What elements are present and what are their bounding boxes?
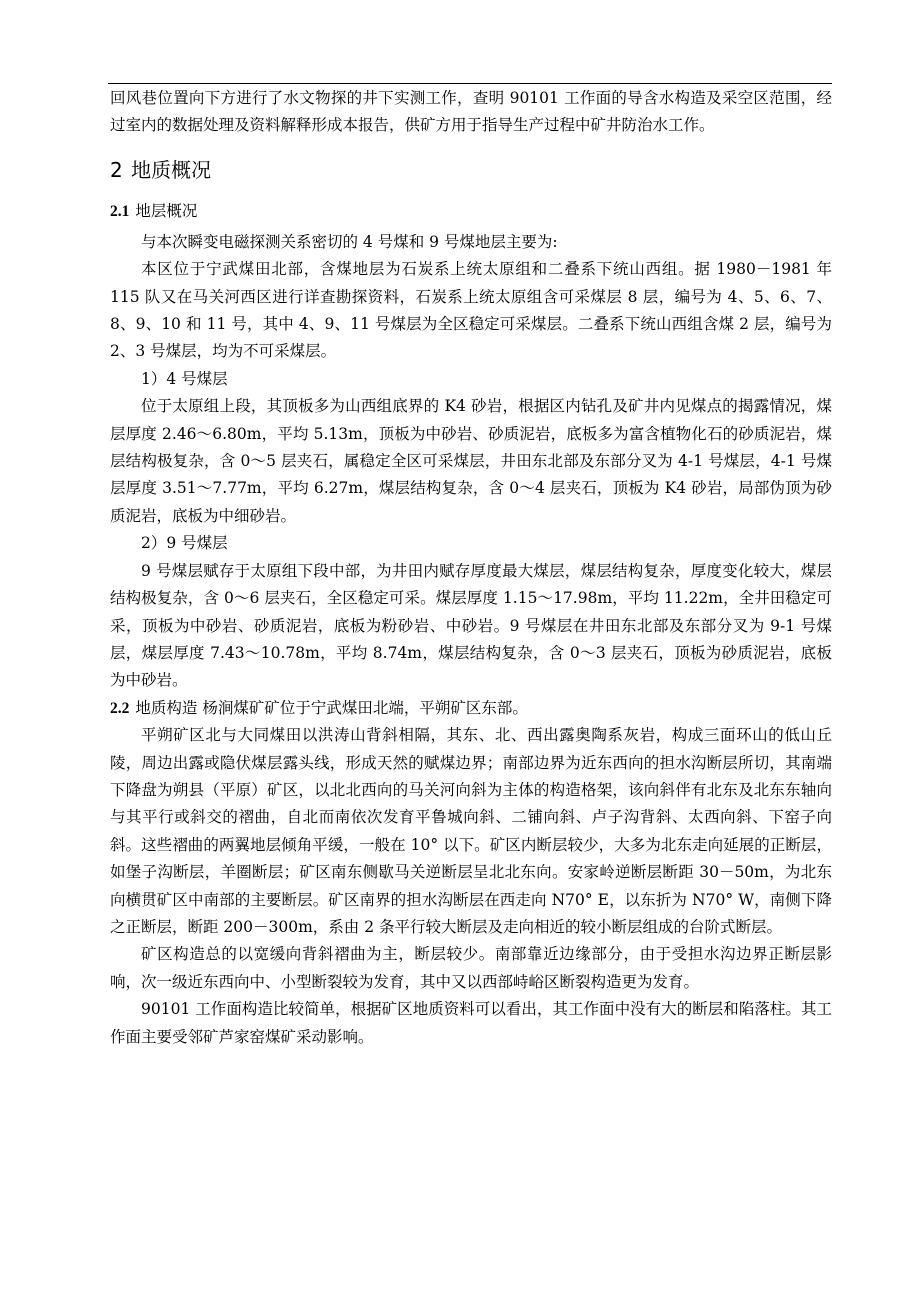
continuation-paragraph: 回风巷位置向下方进行了水文物探的井下实测工作，查明 90101 工作面的导含水构造及采空区范围，经过室内的数据处理及资料解释形成本报告，供矿方用于指导生产过程中矿井防治水工作。 (110, 89, 832, 135)
section-2-1-title: 地层概况 (135, 201, 198, 220)
coal-seam-4-paragraph: 位于太原组上段，其顶板多为山西组底界的 K4 砂岩，根据区内钻孔及矿井内见煤点的揭露情况，煤层厚度 2.46～6.80m，平均 5.13m，顶板为中砂岩、砂质泥岩，底板多为富含植物化石的砂质泥岩，煤层结构极复杂，含 0～5 层夹石，属稳定全区可采煤层，井田东北部及东部分叉为 4-1 号煤层，4-1 号煤层厚度 3.51～7.77m，平均 6.27m，煤层结构复杂，含 0～4 层夹石，顶板为 K4 砂岩，局部伪顶为砂质泥岩，底板为中细砂岩。 (110, 397, 832, 525)
section-2-title: 地质概况 (131, 157, 212, 182)
coal-seam-9-paragraph: 9 号煤层赋存于太原组下段中部，为井田内赋存厚度最大煤层，煤层结构复杂，厚度变化较大，煤层结构极复杂，含 0～6 层夹石，全区稳定可采。煤层厚度 1.15～17.98m，平均 11.22m，全井田稳定可采，顶板为中砂岩、砂质泥岩，底板为粉砂岩、中砂岩。9 号煤层在井田东北部及东部分叉为 9-1 号煤层，煤层厚度 7.43～10.78m，平均 8.74m，煤层结构复杂，含 0～3 层夹石，顶板为砂质泥岩，底板为中砂岩。 (110, 561, 832, 690)
section-2-2-paragraph-1: 平朔矿区北与大同煤田以洪涛山背斜相隔，其东、北、西出露奥陶系灰岩，构成三面环山的低山丘陵，周边出露或隐伏煤层露头线，形成天然的赋煤边界；南部边界为近东西向的担水沟断层所切，其南端下降盘为朔县（平原）矿区，以北北西向的马关河向斜为主体的构造格架，该向斜伴有北东及北东东轴向与其平行或斜交的褶曲，自北而南依次发育平鲁城向斜、二铺向斜、卢子沟背斜、太西向斜、下窑子向斜。这些褶曲的两翼地层倾角平缓，一般在 10° 以下。矿区内断层较少，大多为北东走向延展的正断层，如堡子沟断层，羊圈断层；矿区南东侧歇马关逆断层呈北北东向。安家岭逆断层断距 30－50m，为北东向横贯矿区中南部的主要断层。矿区南界的担水沟断层在西走向 N70° E，以东折为 N70° W，南侧下降之正断层，断距 200－300m，系由 2 条平行较大断层及走向相近的较小断层组成的台阶式断层。 (110, 726, 832, 936)
section-2-2-title: 地质构造 (135, 698, 198, 717)
section-2-2-paragraph-2: 矿区构造总的以宽缓向背斜褶曲为主，断层较少。南部靠近边缘部分，由于受担水沟边界正断层影响，次一级近东西向中、小型断裂较为发育，其中又以西部峙峪区断裂构造更为发育。 (110, 945, 832, 991)
page-content (110, 85, 832, 1051)
header-rule (108, 83, 832, 84)
coal-seam-4-heading: 1）4 号煤层 (141, 369, 228, 388)
section-2-1-number: 2.1 (110, 202, 130, 220)
section-2-number: 2 (110, 157, 123, 182)
coal-seam-9-heading: 2）9 号煤层 (141, 534, 228, 553)
section-2-1-heading (110, 198, 832, 225)
section-2-heading (110, 156, 832, 184)
section-2-2-lead: 杨涧煤矿矿位于宁武煤田北端，平朔矿区东部。 (202, 698, 528, 717)
section-2-1-paragraph-1: 本区位于宁武煤田北部，含煤地层为石炭系上统太原组和二叠系下统山西组。据 1980－1981 年 115 队又在马关河西区进行详查勘探资料，石炭系上统太原组含可采煤层 8 层，编号为 4、5、6、7、8、9、10 和 11 号，其中 4、9、11 号煤层为全区稳定可采煤层。二叠系下统山西组含煤 2 层，编号为 2、3 号煤层，均为不可采煤层。 (110, 260, 832, 361)
section-2-2-number: 2.2 (110, 699, 130, 717)
section-2-1-intro: 与本次瞬变电磁探测关系密切的 4 号煤和 9 号煤地层主要为: (141, 232, 558, 251)
section-2-2-paragraph-3: 90101 工作面构造比较简单，根据矿区地质资料可以看出，其工作面中没有大的断层和陷落柱。其工作面主要受邻矿芦家窑煤矿采动影响。 (110, 1000, 832, 1046)
section-2-2-lead-line (110, 695, 832, 722)
